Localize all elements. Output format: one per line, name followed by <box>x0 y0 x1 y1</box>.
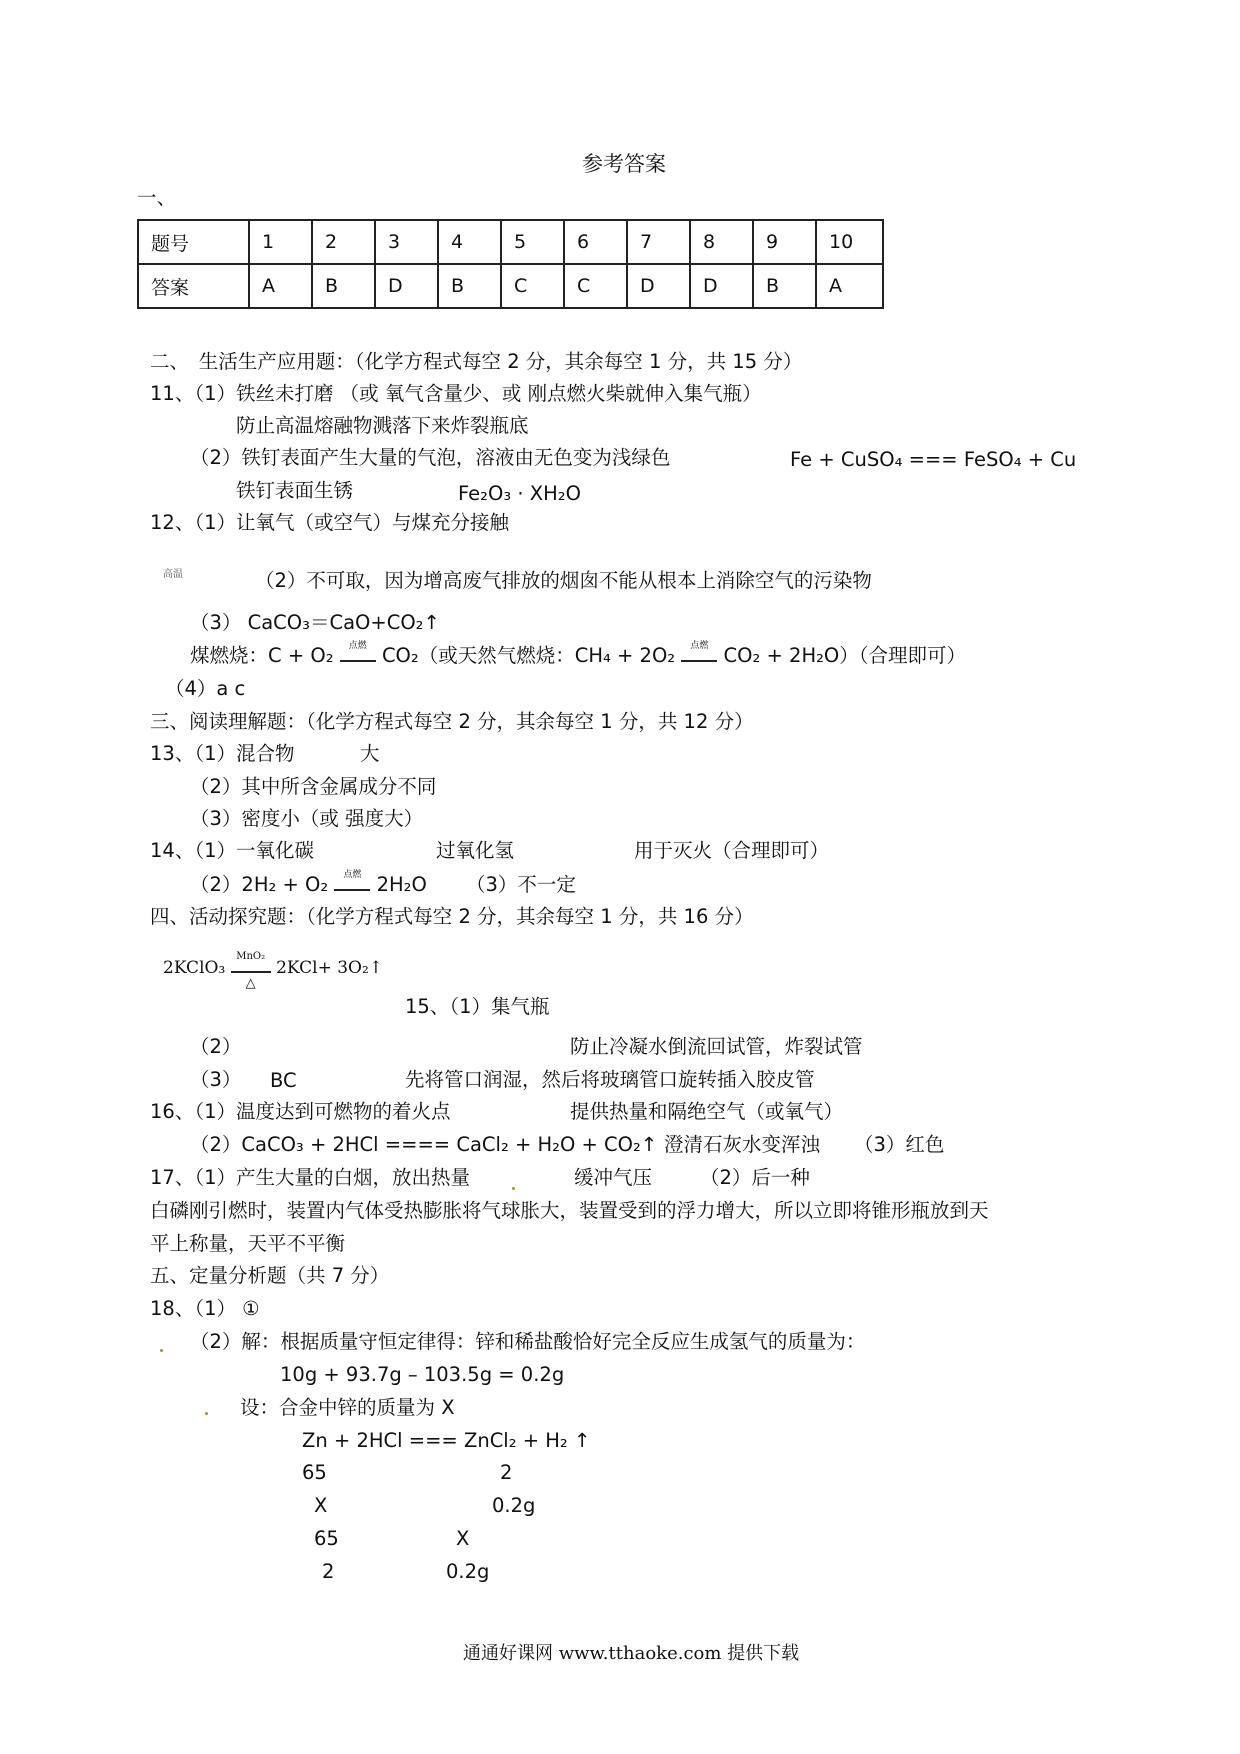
q15-line-3-c: 先将管口润湿，然后将玻璃管口旋转插入胶皮管 <box>405 1068 815 1091</box>
q12-stamp-mark: 高温 <box>163 569 183 580</box>
table-cell: D <box>690 264 753 308</box>
q15-line-3-b: BC <box>270 1069 297 1092</box>
q12-line-3: （3） CaCO₃＝CaO+CO₂↑ <box>190 611 440 634</box>
q17-line-1-c: （2）后一种 <box>700 1166 810 1189</box>
condition-label: 点燃 <box>348 641 367 651</box>
q14-eq-right: 2H₂O <box>376 873 427 896</box>
section-1-label: 一、 <box>137 186 177 209</box>
reaction-condition <box>334 870 370 891</box>
table-cell: 9 <box>753 220 816 264</box>
q16-line-2-c: （3）红色 <box>854 1133 945 1156</box>
q16-line-1-b: 提供热量和隔绝空气（或氧气） <box>570 1100 844 1123</box>
table-row <box>138 264 883 308</box>
table-cell: D <box>375 264 438 308</box>
table-cell: 5 <box>501 220 564 264</box>
answer-table <box>137 219 884 309</box>
q15-eq-right: 2KCl+ 3O₂↑ <box>276 958 384 978</box>
q18-ratio-0.2g: 0.2g <box>492 1494 536 1517</box>
q11-equation: Fe + CuSO₄ === FeSO₄ + Cu <box>790 448 1077 471</box>
q14-line-2 <box>190 870 427 896</box>
reaction-condition <box>340 641 376 662</box>
table-cell: 题号 <box>138 220 249 264</box>
ink-speck <box>512 1187 515 1190</box>
table-cell: 3 <box>375 220 438 264</box>
reaction-condition <box>231 951 271 991</box>
q12-line-4 <box>190 641 967 667</box>
table-cell: C <box>501 264 564 308</box>
q18-fraction-0.2g: 0.2g <box>446 1560 490 1583</box>
q18-line-3: 10g + 93.7g – 103.5g = 0.2g <box>280 1363 565 1386</box>
q12-line-5: （4）a c <box>165 677 246 700</box>
table-cell: C <box>564 264 627 308</box>
q12-coal-eq-left: 煤燃烧：C + O₂ <box>190 644 334 667</box>
q16-line-2-b: 澄清石灰水变浑浊 <box>664 1133 821 1156</box>
q14-eq-left: （2）2H₂ + O₂ <box>190 873 329 896</box>
q13-line-1-b: 大 <box>360 742 380 765</box>
q14-line-1-c: 用于灭火（合理即可） <box>634 839 830 862</box>
q17-line-1-b: 缓冲气压 <box>574 1166 653 1189</box>
reaction-condition <box>681 641 717 662</box>
table-cell: 1 <box>249 220 312 264</box>
q13-line-1: 13、（1）混合物 <box>150 742 295 765</box>
condition-label: 点燃 <box>690 641 709 651</box>
q18-line-2: （2）解：根据质量守恒定律得：锌和稀盐酸恰好完全反应生成氢气的质量为： <box>190 1330 866 1353</box>
q16-line-2: （2）CaCO₃ + 2HCl ==== CaCl₂ + H₂O + CO₂↑ <box>190 1133 658 1156</box>
q18-fraction-65: 65 <box>314 1527 339 1550</box>
condition-label: MnO₂ <box>236 951 266 962</box>
ink-speck <box>160 1349 163 1352</box>
q15-line-1: 15、（1）集气瓶 <box>405 995 550 1018</box>
section-3-header: 三、阅读理解题：（化学方程式每空 2 分，其余每空 1 分，共 12 分） <box>150 710 754 733</box>
page-title: 参考答案 <box>582 152 666 176</box>
q15-line-2-b: 防止冷凝水倒流回试管，炸裂试管 <box>570 1035 863 1058</box>
q14-line-2-c: （3）不一定 <box>466 873 576 896</box>
q18-fraction-x: X <box>456 1527 470 1550</box>
section-5-header: 五、定量分析题（共 7 分） <box>150 1264 390 1287</box>
q15-eq-left: 2KClO₃ <box>163 958 226 978</box>
q16-line-1: 16、（1）温度达到可燃物的着火点 <box>150 1100 451 1123</box>
page-footer: 通通好课网 www.tthaoke.com 提供下载 <box>463 1643 800 1664</box>
table-cell: 8 <box>690 220 753 264</box>
q15-handwritten-equation <box>163 951 384 991</box>
table-cell: 答案 <box>138 264 249 308</box>
q17-line-2: 白磷刚引燃时，装置内气体受热膨胀将气球胀大，装置受到的浮力增大，所以立即将锥形瓶放到天 <box>150 1199 989 1222</box>
q11-line-3: （2）铁钉表面产生大量的气泡，溶液由无色变为浅绿色 <box>190 446 671 469</box>
q14-line-1: 14、（1）一氧化碳 <box>150 839 314 862</box>
q15-line-3-a: （3） <box>190 1068 242 1091</box>
table-cell: 6 <box>564 220 627 264</box>
q18-ratio-65: 65 <box>302 1461 327 1484</box>
q12-line-2: （2）不可取，因为增高废气排放的烟囱不能从根本上消除空气的污染物 <box>255 569 872 592</box>
table-cell: 7 <box>627 220 690 264</box>
q11-line-2: 防止高温熔融物溅落下来炸裂瓶底 <box>236 414 529 437</box>
q15-line-2-a: （2） <box>190 1035 242 1058</box>
q12-gas-eq-right: CO₂ + 2H₂O）（合理即可） <box>723 644 967 667</box>
table-cell: D <box>627 264 690 308</box>
q13-line-2: （2）其中所含金属成分不同 <box>190 775 437 798</box>
q13-line-3: （3）密度小（或 强度大） <box>190 807 424 830</box>
table-cell: 4 <box>438 220 501 264</box>
heat-symbol: △ <box>245 976 256 991</box>
ink-speck <box>205 1412 208 1415</box>
q17-line-3: 平上称量，天平不平衡 <box>150 1232 346 1255</box>
table-cell: B <box>753 264 816 308</box>
q18-line-4: 设：合金中锌的质量为 X <box>240 1396 455 1419</box>
q11-line-4: 铁钉表面生锈 <box>236 479 354 502</box>
q11-line-1: 11、（1）铁丝未打磨 （或 氧气含量少、或 刚点燃火柴就伸入集气瓶） <box>150 382 762 405</box>
table-cell: 10 <box>816 220 883 264</box>
q14-line-1-b: 过氧化氢 <box>436 839 515 862</box>
table-cell: 2 <box>312 220 375 264</box>
condition-label: 点燃 <box>343 870 362 880</box>
section-2-header: 二、 生活生产应用题：（化学方程式每空 2 分，其余每空 1 分，共 15 分） <box>150 350 803 373</box>
q18-equation: Zn + 2HCl === ZnCl₂ + H₂ ↑ <box>302 1429 591 1452</box>
table-row <box>138 220 883 264</box>
q11-formula: Fe₂O₃ · XH₂O <box>458 482 581 505</box>
q12-line-1: 12、（1）让氧气（或空气）与煤充分接触 <box>150 511 509 534</box>
table-cell: B <box>438 264 501 308</box>
section-4-header: 四、活动探究题：（化学方程式每空 2 分，其余每空 1 分，共 16 分） <box>150 905 754 928</box>
table-cell: B <box>312 264 375 308</box>
q18-ratio-x: X <box>314 1494 328 1517</box>
table-cell: A <box>816 264 883 308</box>
q18-line-1: 18、（1） ① <box>150 1297 260 1320</box>
table-cell: A <box>249 264 312 308</box>
q18-ratio-2: 2 <box>500 1461 513 1484</box>
q17-line-1: 17、（1）产生大量的白烟，放出热量 <box>150 1166 470 1189</box>
q12-coal-eq-right: CO₂（或天然气燃烧：CH₄ + 2O₂ <box>381 644 676 667</box>
q18-fraction-2: 2 <box>322 1560 335 1583</box>
